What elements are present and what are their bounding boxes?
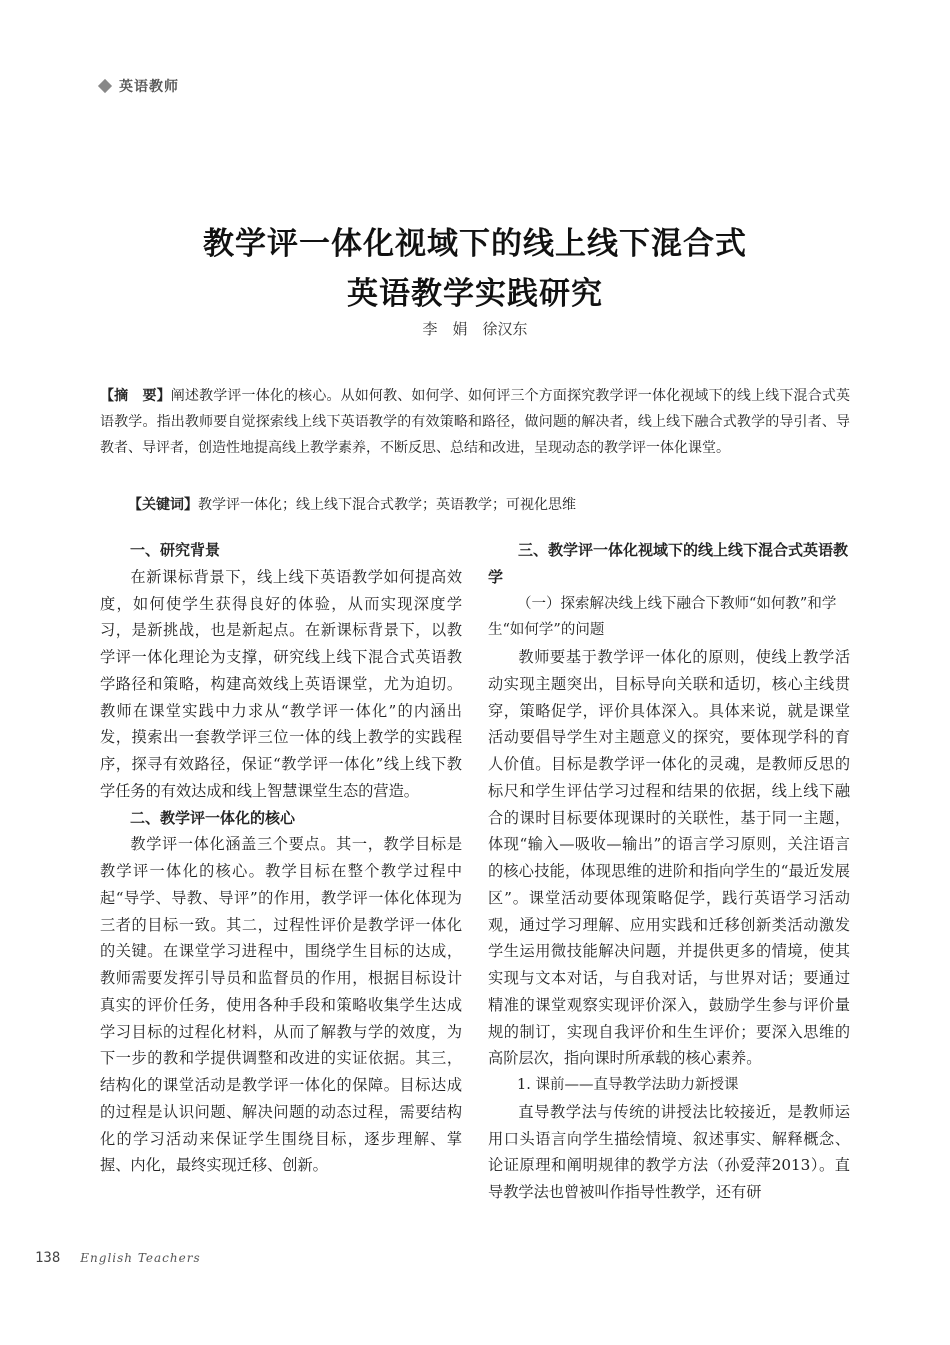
section-label: 英语教师 <box>119 79 179 95</box>
abstract-text: 阐述教学评一体化的核心。从如何教、如何学、如何评三个方面探究教学评一体化视域下的线上线下混合式英语教学。指出教师要自觉探索线上线下英语教学的有效策略和路径，做问题的解决者，线上线下融合式教学的导引者、导教者、导评者，创造性地提高线上教学素养，不断反思、总结和改进，呈现动态的教学评一体化课堂。 <box>100 388 851 456</box>
keywords-label: 【关键词】 <box>128 497 198 513</box>
keywords-text: 教学评一体化；线上线下混合式教学；英语教学；可视化思维 <box>198 497 576 513</box>
paragraph: 在新课标背景下，线上线下英语教学如何提高效度，如何使学生获得良好的体验，从而实现深度学习，是新挑战，也是新起点。在新课标背景下，以教学评一体化理论为支撑，研究线上线下混合式英语教学路径和策略，构建高效线上英语课堂，尤为迫切。教师在课堂实践中力求从“教学评一体化”的内涵出发，摸索出一套教学评三位一体的线上教学的实践程序，探寻有效路径，保证“教学评一体化”线上线下教学任务的有效达成和线上智慧课堂生态的营造。 <box>100 567 462 800</box>
article-title-line-2: 英语教学实践研究 <box>347 276 603 312</box>
abstract-label: 【摘 要】 <box>100 388 171 404</box>
paragraph: 直导教学法与传统的讲授法比较接近，是教师运用口头语言向学生描绘情境、叙述事实、解释概念、论证原理和阐明规律的教学方法（孙爱萍2013）。直导教学法也曾被叫作指导性教学，还有研 <box>488 1102 850 1201</box>
article-title-line-1: 教学评一体化视域下的线上线下混合式 <box>203 226 747 262</box>
section-header <box>100 76 179 96</box>
subsection-heading: （一）探索解决线上线下融合下教师“如何教”和学生“如何学”的问题 <box>488 595 837 639</box>
paragraph: 教师要基于教学评一体化的原则，使线上教学活动实现主题突出，目标导向关联和适切，核心主线贯穿，策略促学，评价具体深入。具体来说，就是课堂活动要倡导学生对主题意义的探究，要体现学科的育人价值。目标是教学评一体化的灵魂，是教师反思的标尺和学生评估学习过程和结果的依据，线上线下融合的课时目标要体现课时的关联性，基于同一主题，体现“输入—吸收—输出”的语言学习原则，关注语言的核心技能，体现思维的进阶和指向学生的“最近发展区”。课堂活动要体现策略促学，践行英语学习活动观，通过学习理解、应用实践和迁移创新类活动激发学生运用微技能解决问题，并提供更多的情境，使其实现与文本对话，与自我对话，与世界对话；要通过精准的课堂观察实现评价深入，鼓励学生参与评价量规的制订，实现自我评价和生生评价；要深入思维的高阶层次，指向课时所承载的核心素养。 <box>488 648 850 1068</box>
paragraph: 教学评一体化涵盖三个要点。其一，教学目标是教学评一体化的核心。教学目标在整个教学过程中起“导学、导教、导评”的作用，教学评一体化体现为三者的目标一致。其二，过程性评价是教学评一体化的关键。在课堂学习进程中，围绕学生目标的达成，教师需要发挥引导员和监督员的作用，根据目标设计真实的评价任务，使用各种手段和策略收集学生达成学习目标的过程化材料，从而了解教与学的效度，为下一步的教和学提供调整和改进的实证依据。其三，结构化的课堂活动是教学评一体化的保障。目标达成的过程是认识问题、解决问题的动态过程，需要结构化的学习活动来保证学生围绕目标，逐步理解、掌握、内化，最终实现迁移、创新。 <box>100 835 462 1175</box>
section-heading-3: 三、教学评一体化视域下的线上线下混合式英语教学 <box>488 541 849 586</box>
abstract <box>100 383 850 461</box>
keywords <box>128 492 576 518</box>
page-footer <box>35 1250 201 1266</box>
page-number: 138 <box>35 1250 61 1266</box>
section-heading-1: 一、研究背景 <box>130 541 221 559</box>
authors: 李 娟 徐汉东 <box>422 320 528 338</box>
diamond-icon <box>98 79 112 93</box>
journal-name: English Teachers <box>80 1251 201 1265</box>
section-heading-2: 二、教学评一体化的核心 <box>130 808 296 827</box>
sub-subsection-heading: 1. 课前——直导教学法助力新授课 <box>517 1077 739 1093</box>
right-column <box>488 537 850 1206</box>
left-column <box>100 537 462 1179</box>
